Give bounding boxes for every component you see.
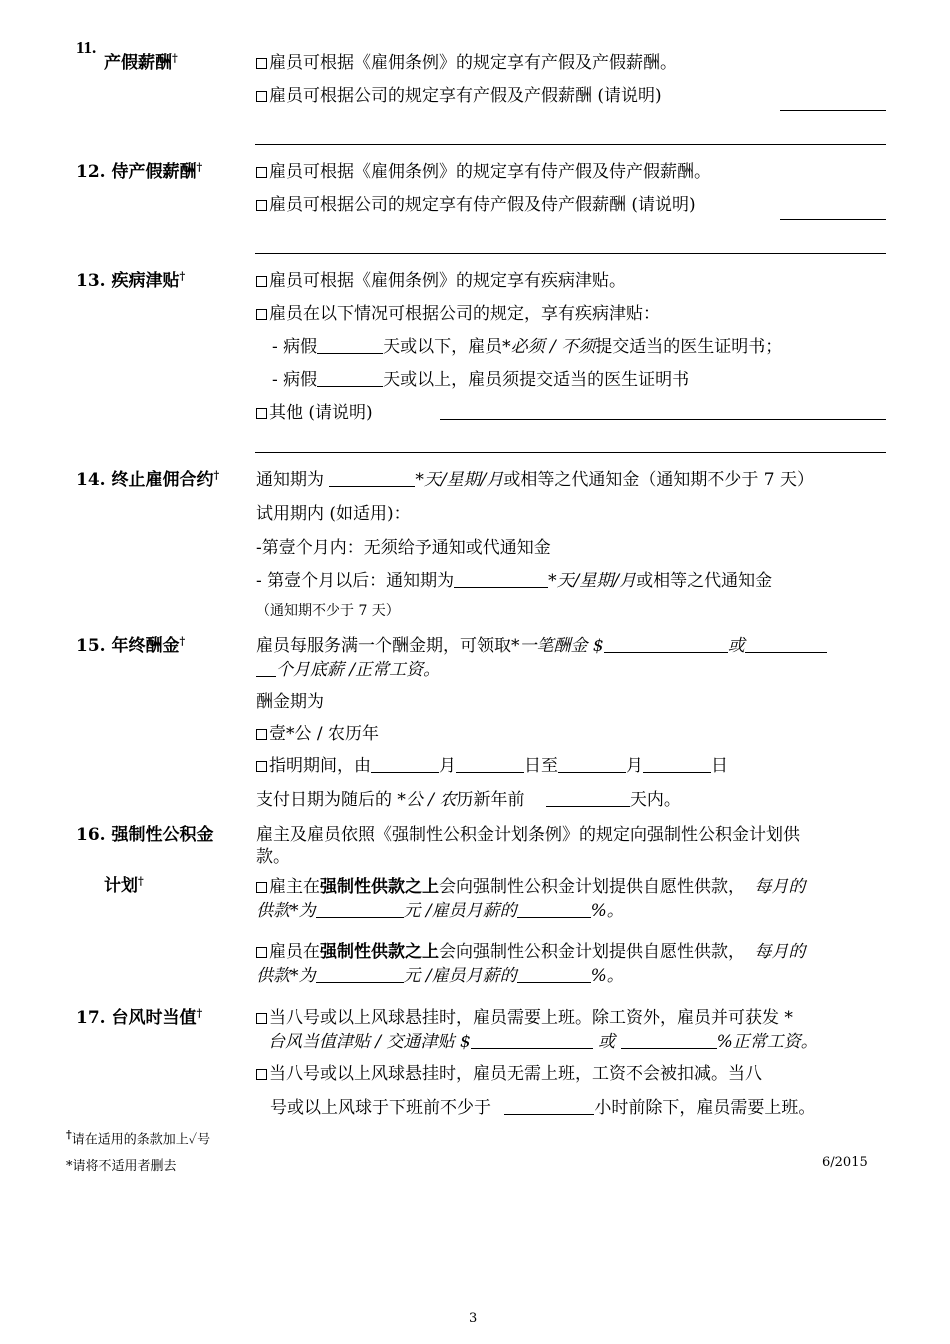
item-16-option-employee[interactable]: 雇员在强制性供款之上会向强制性公积金计划提供自愿性供款， 每月的 — [256, 937, 805, 962]
item-15-period-label: 酬金期为 — [256, 692, 324, 712]
item-16-intro: 雇主及雇员依照《强制性公积金计划条例》的规定向强制性公积金计划供 — [256, 825, 800, 845]
item-15-gratuity: 雇员每服务满一个酬金期，可领取*一笔酬金 $ 或 — [256, 631, 827, 656]
item-16-option-employer[interactable]: 雇主在强制性供款之上会向强制性公积金计划提供自愿性供款， 每月的 — [256, 872, 805, 897]
checkbox[interactable] — [256, 1069, 267, 1080]
divider — [255, 452, 886, 453]
checkbox[interactable] — [256, 761, 267, 772]
fill-line[interactable] — [440, 419, 886, 420]
fill-blank[interactable] — [621, 1034, 717, 1049]
item-14-after-first-month: - 第壹个月以后：通知期为 *天/星期/月或相等之代通知金 — [256, 571, 773, 591]
fill-blank[interactable] — [546, 792, 630, 807]
fill-line[interactable] — [780, 219, 886, 220]
item-16-intro-cont: 款。 — [256, 847, 290, 867]
item-14-probation: 试用期内 (如适用)： — [256, 504, 411, 524]
checkbox[interactable] — [256, 882, 267, 893]
item-15-title: 15. 年终酬金† — [76, 634, 186, 656]
item-16-employer-amount: 供款*为 元 /雇员月薪的 %。 — [256, 901, 624, 921]
fill-blank[interactable] — [517, 903, 591, 918]
item-13-option-company[interactable]: 雇员在以下情况可根据公司的规定，享有疾病津贴： — [256, 299, 660, 324]
checkbox[interactable] — [256, 947, 267, 958]
checkbox[interactable] — [256, 167, 267, 178]
checkbox[interactable] — [256, 1013, 267, 1024]
fill-blank[interactable] — [643, 758, 711, 773]
fill-blank[interactable] — [316, 968, 404, 983]
item-17-option-work[interactable]: 当八号或以上风球悬挂时，雇员需要上班。除工资外，雇员并可获发 * — [256, 1003, 793, 1028]
item-14-first-month: -第壹个月内：无须给予通知或代通知金 — [256, 538, 551, 558]
item-14-title: 14. 终止雇佣合约† — [76, 468, 220, 490]
item-16-employee-amount: 供款*为 元 /雇员月薪的 %。 — [256, 966, 624, 986]
fill-blank[interactable] — [256, 662, 276, 677]
divider — [255, 144, 886, 145]
item-11-title: 产假薪酬† — [104, 51, 178, 73]
item-13-title: 13. 疾病津贴† — [76, 269, 186, 291]
fill-blank[interactable] — [316, 903, 404, 918]
item-13-option-ordinance[interactable]: 雇员可根据《雇佣条例》的规定享有疾病津贴。 — [256, 266, 626, 291]
checkbox[interactable] — [256, 58, 267, 69]
item-17-option-no-work[interactable]: 当八号或以上风球悬挂时，雇员无需上班，工资不会被扣减。当八 — [256, 1059, 762, 1084]
revision-date: 6/2015 — [822, 1155, 868, 1170]
footnote-dagger: †请在适用的条款加上✓号 — [66, 1128, 211, 1148]
item-12-option-company[interactable]: 雇员可根据公司的规定享有侍产假及侍产假薪酬 (请说明) — [256, 190, 696, 215]
item-11-number: 11. — [76, 38, 97, 57]
checkbox[interactable] — [256, 729, 267, 740]
fill-blank[interactable] — [317, 339, 383, 354]
checkbox[interactable] — [256, 309, 267, 320]
item-16-title-cont: 计划† — [104, 874, 144, 896]
fill-blank[interactable] — [745, 638, 827, 653]
item-17-allowance: 台风当值津贴 / 交通津贴 $ 或 %正常工资。 — [268, 1032, 818, 1052]
item-13-option-other[interactable]: 其他 (请说明) — [256, 398, 373, 423]
checkbox[interactable] — [256, 200, 267, 211]
item-13-sick-leave-below: - 病假 天或以下，雇员*必须 / 不须提交适当的医生证明书； — [272, 337, 783, 357]
fill-blank[interactable] — [471, 1034, 593, 1049]
checkbox[interactable] — [256, 91, 267, 102]
fill-blank[interactable] — [371, 758, 439, 773]
item-15-option-year[interactable]: 壹*公 / 农历年 — [256, 719, 379, 744]
item-15-months-salary: 个月底薪 /正常工资。 — [256, 655, 440, 680]
item-17-title: 17. 台风时当值† — [76, 1006, 203, 1028]
footnote-asterisk: *请将不适用者删去 — [66, 1159, 177, 1174]
fill-blank[interactable] — [558, 758, 626, 773]
fill-line[interactable] — [780, 110, 886, 111]
page-number: 3 — [469, 1311, 478, 1326]
fill-blank[interactable] — [317, 372, 383, 387]
fill-blank[interactable] — [517, 968, 591, 983]
item-14-notice-period: 通知期为 *天/星期/月或相等之代通知金（通知期不少于 7 天） — [256, 470, 814, 490]
checkbox[interactable] — [256, 408, 267, 419]
item-15-payment-date: 支付日期为随后的 *公 / 农历新年前 天内。 — [256, 790, 681, 810]
item-12-title: 12. 侍产假薪酬† — [76, 160, 203, 182]
divider — [255, 253, 886, 254]
fill-blank[interactable] — [604, 638, 728, 653]
item-15-option-period[interactable]: 指明期间，由 月 日至 月 日 — [256, 751, 728, 776]
item-13-sick-leave-above: - 病假 天或以上，雇员须提交适当的医生证明书 — [272, 370, 690, 390]
fill-blank[interactable] — [504, 1100, 594, 1115]
checkbox[interactable] — [256, 276, 267, 287]
fill-blank[interactable] — [454, 573, 548, 588]
item-11-option-company[interactable]: 雇员可根据公司的规定享有产假及产假薪酬 (请说明) — [256, 81, 662, 106]
fill-blank[interactable] — [329, 472, 415, 487]
item-17-return-work: 号或以上风球于下班前不少于 小时前除下，雇员需要上班。 — [270, 1098, 816, 1118]
item-11-option-ordinance[interactable]: 雇员可根据《雇佣条例》的规定享有产假及产假薪酬。 — [256, 48, 677, 73]
item-12-option-ordinance[interactable]: 雇员可根据《雇佣条例》的规定享有侍产假及侍产假薪酬。 — [256, 157, 711, 182]
item-16-title: 16. 强制性公积金 — [76, 825, 214, 845]
item-14-min-notice: （通知期不少于 7 天） — [256, 603, 400, 619]
fill-blank[interactable] — [456, 758, 524, 773]
